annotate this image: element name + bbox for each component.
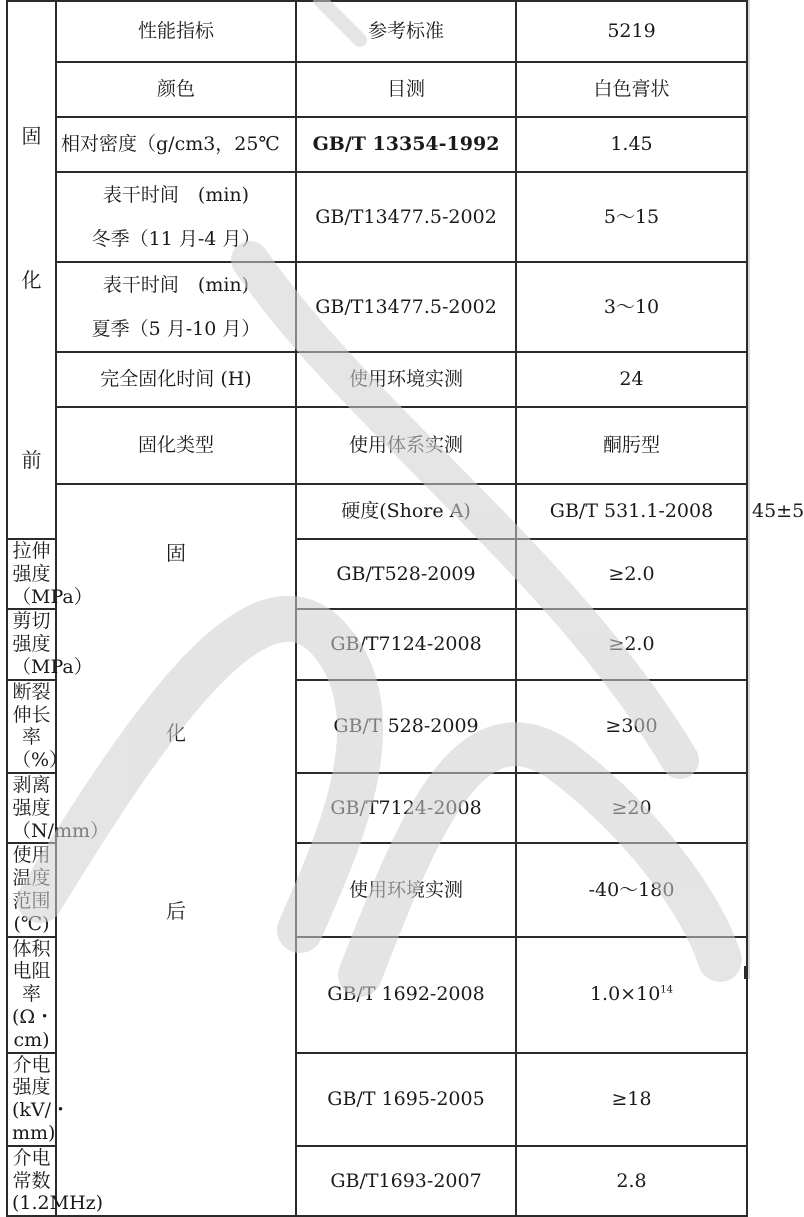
- value-cell: 1.45: [516, 117, 747, 172]
- value-cell: ≥18: [516, 1053, 747, 1146]
- standard-cell: GB/T 531.1-2008: [516, 484, 747, 539]
- property-cell: [56, 262, 296, 352]
- header-property: 性能指标: [56, 1, 296, 62]
- group-char: 前: [21, 448, 42, 472]
- standard-cell: GB/T 13354-1992: [296, 117, 516, 172]
- standard-cell: 使用体系实测: [296, 407, 516, 484]
- group-before-cure: [7, 1, 56, 539]
- group-char: 固: [166, 541, 186, 565]
- value-cell: 酮肟型: [516, 407, 747, 484]
- group-char: 后: [166, 899, 186, 923]
- property-cell: 相对密度（g/cm3，25℃: [56, 117, 296, 172]
- spec-table: [6, 0, 804, 1217]
- value-cell: ≥2.0: [516, 539, 747, 609]
- property-cell: 硬度(Shore A): [296, 484, 516, 539]
- property-cell: 颜色: [56, 62, 296, 117]
- value-cell: 白色膏状: [516, 62, 747, 117]
- property-cell: 剥离强度（N/mm）: [7, 773, 56, 843]
- value-exponent: 14: [660, 984, 674, 996]
- group-char: 固: [21, 124, 42, 148]
- standard-cell: 使用环境实测: [296, 352, 516, 407]
- table-row: [7, 172, 747, 262]
- standard-cell: GB/T7124-2008: [296, 609, 516, 679]
- table-row: [7, 62, 747, 117]
- property-cell: 固化类型: [56, 407, 296, 484]
- property-cell: 使用温度范围(℃): [7, 843, 56, 936]
- property-cell: 剪切强度（MPa）: [7, 609, 56, 679]
- property-line: 冬季（11 月-4 月）: [91, 228, 261, 250]
- property-cell: 完全固化时间 (H): [56, 352, 296, 407]
- table-header-row: [7, 1, 747, 62]
- group-after-cure: [56, 484, 296, 1216]
- property-cell: [56, 172, 296, 262]
- value-cell: -40～180: [516, 843, 747, 936]
- standard-cell: GB/T7124-2008: [296, 773, 516, 843]
- value-cell: 3～10: [516, 262, 747, 352]
- table-row: [7, 117, 747, 172]
- header-standard: 参考标准: [296, 1, 516, 62]
- table-continuation: [6, 966, 746, 979]
- property-cell: 体积电阻率 (Ω・cm): [7, 937, 56, 1053]
- property-cell: 断裂伸长率（%）: [7, 680, 56, 773]
- property-cell: 拉伸强度（MPa）: [7, 539, 56, 609]
- standard-cell: GB/T 1695-2005: [296, 1053, 516, 1146]
- property-line: 表干时间 (min): [102, 184, 250, 206]
- value-cell: ≥20: [516, 773, 747, 843]
- value-cell: 2.8: [516, 1146, 747, 1216]
- value-cell: 24: [516, 352, 747, 407]
- standard-cell: GB/T1693-2007: [296, 1146, 516, 1216]
- page-edge: [748, 0, 750, 979]
- standard-cell: GB/T13477.5-2002: [296, 172, 516, 262]
- standard-cell: 目测: [296, 62, 516, 117]
- property-cell: 介电常数 (1.2MHz): [7, 1146, 56, 1216]
- standard-cell: GB/T 1692-2008: [296, 937, 516, 1053]
- property-line: 夏季（5 月-10 月）: [91, 318, 261, 340]
- table-row: [7, 407, 747, 484]
- table-row: [7, 352, 747, 407]
- table-row: [7, 262, 747, 352]
- value-cell: 5～15: [516, 172, 747, 262]
- header-product: 5219: [516, 1, 747, 62]
- standard-cell: GB/T13477.5-2002: [296, 262, 516, 352]
- property-cell: 介电强度 (kV/・mm): [7, 1053, 56, 1146]
- group-char: 化: [166, 721, 186, 745]
- value-cell: ≥2.0: [516, 609, 747, 679]
- value-text: 1.0×10: [589, 983, 661, 1006]
- property-line: 表干时间 (min): [102, 274, 250, 296]
- standard-cell: GB/T 528-2009: [296, 680, 516, 773]
- table-row: 固 化 后 硬度(Shore A) GB/T 531.1-2008 45±5: [7, 484, 747, 539]
- value-cell: ≥300: [516, 680, 747, 773]
- value-cell: [516, 937, 747, 1053]
- standard-cell: 使用环境实测: [296, 843, 516, 936]
- group-char: 化: [21, 268, 42, 292]
- standard-cell: GB/T528-2009: [296, 539, 516, 609]
